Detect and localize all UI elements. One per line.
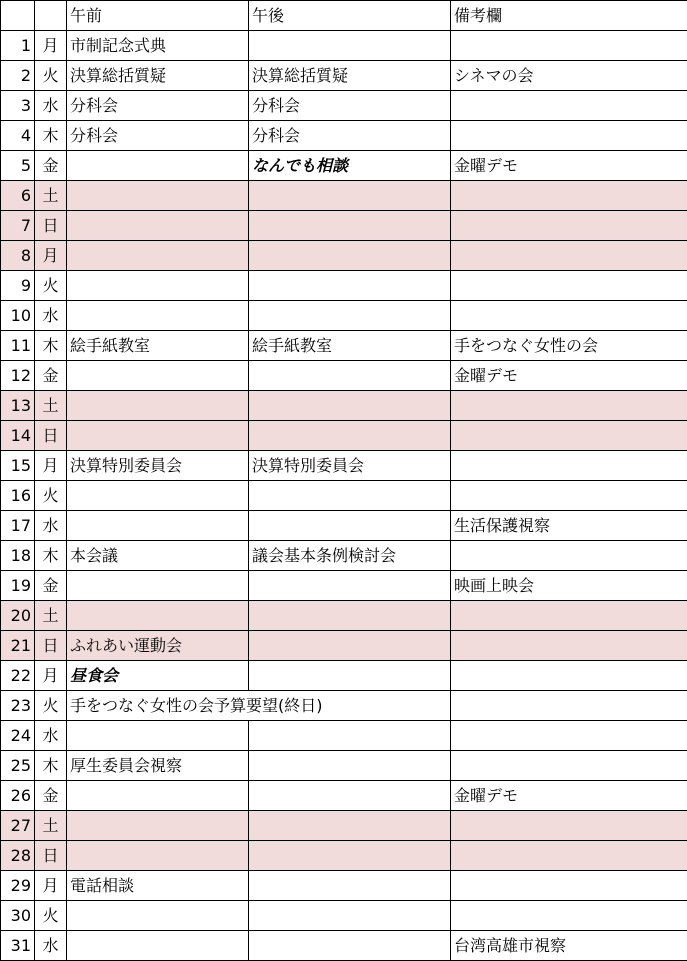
am-cell[interactable] xyxy=(67,481,249,511)
am-cell[interactable] xyxy=(67,571,249,601)
day-cell[interactable]: 6 xyxy=(1,181,35,211)
pm-cell[interactable] xyxy=(249,901,451,931)
table-row xyxy=(1,271,687,301)
am-cell[interactable] xyxy=(67,721,249,751)
am-cell[interactable] xyxy=(67,931,249,961)
am-cell[interactable]: ふれあい運動会 xyxy=(67,631,249,661)
day-cell[interactable]: 25 xyxy=(1,751,35,781)
table-row xyxy=(1,91,687,121)
pm-cell[interactable]: なんでも相談 xyxy=(249,151,451,181)
day-cell[interactable]: 10 xyxy=(1,301,35,331)
notes-cell[interactable] xyxy=(451,811,687,841)
notes-cell[interactable]: 生活保護視察 xyxy=(451,511,687,541)
pm-cell[interactable] xyxy=(249,841,451,871)
table-row xyxy=(1,841,687,871)
am-cell[interactable] xyxy=(67,241,249,271)
table-row xyxy=(1,61,687,91)
table-row xyxy=(1,751,687,781)
table-row xyxy=(1,421,687,451)
am-cell[interactable] xyxy=(67,301,249,331)
weekday-cell[interactable]: 水 xyxy=(35,931,67,961)
weekday-cell[interactable]: 木 xyxy=(35,541,67,571)
am-cell[interactable] xyxy=(67,781,249,811)
am-cell[interactable] xyxy=(67,901,249,931)
notes-cell[interactable] xyxy=(451,751,687,781)
pm-cell[interactable] xyxy=(249,931,451,961)
notes-cell[interactable] xyxy=(451,211,687,241)
day-cell[interactable]: 11 xyxy=(1,331,35,361)
am-cell[interactable]: 昼食会 xyxy=(67,661,249,691)
am-cell[interactable] xyxy=(67,421,249,451)
day-cell[interactable]: 1 xyxy=(1,31,35,61)
day-cell[interactable]: 21 xyxy=(1,631,35,661)
weekday-cell[interactable]: 日 xyxy=(35,841,67,871)
am-cell[interactable] xyxy=(67,601,249,631)
table-row xyxy=(1,361,687,391)
notes-cell[interactable] xyxy=(451,301,687,331)
header-day-cell[interactable] xyxy=(1,1,35,31)
notes-cell[interactable] xyxy=(451,421,687,451)
pm-cell[interactable] xyxy=(249,661,451,691)
pm-cell[interactable] xyxy=(249,721,451,751)
table-row xyxy=(1,781,687,811)
day-cell[interactable]: 30 xyxy=(1,901,35,931)
table-row xyxy=(1,451,687,481)
weekday-cell[interactable]: 火 xyxy=(35,271,67,301)
pm-cell[interactable]: 議会基本条例検討会 xyxy=(249,541,451,571)
day-cell[interactable]: 26 xyxy=(1,781,35,811)
am-cell[interactable] xyxy=(67,841,249,871)
notes-cell[interactable] xyxy=(451,601,687,631)
table-row xyxy=(1,541,687,571)
notes-cell[interactable] xyxy=(451,181,687,211)
notes-cell[interactable] xyxy=(451,541,687,571)
notes-cell[interactable] xyxy=(451,271,687,301)
day-cell[interactable]: 27 xyxy=(1,811,35,841)
weekday-cell[interactable]: 金 xyxy=(35,361,67,391)
am-cell[interactable]: 市制記念式典 xyxy=(67,31,249,61)
pm-cell[interactable] xyxy=(249,211,451,241)
table-row xyxy=(1,301,687,331)
day-cell[interactable]: 5 xyxy=(1,151,35,181)
notes-cell[interactable] xyxy=(451,91,687,121)
pm-cell[interactable] xyxy=(249,751,451,781)
header-am[interactable]: 午前 xyxy=(67,1,249,31)
pm-cell[interactable] xyxy=(249,391,451,421)
notes-cell[interactable] xyxy=(451,841,687,871)
notes-cell[interactable] xyxy=(451,121,687,151)
table-row xyxy=(1,721,687,751)
header-pm[interactable]: 午後 xyxy=(249,1,451,31)
pm-cell[interactable] xyxy=(249,811,451,841)
weekday-cell[interactable]: 月 xyxy=(35,661,67,691)
day-cell[interactable]: 29 xyxy=(1,871,35,901)
pm-cell[interactable] xyxy=(249,241,451,271)
am-cell[interactable]: 決算特別委員会 xyxy=(67,451,249,481)
day-cell[interactable]: 2 xyxy=(1,61,35,91)
pm-cell[interactable] xyxy=(249,781,451,811)
table-row xyxy=(1,601,687,631)
weekday-cell[interactable]: 水 xyxy=(35,721,67,751)
weekday-cell[interactable]: 火 xyxy=(35,901,67,931)
notes-cell[interactable] xyxy=(451,871,687,901)
am-cell[interactable]: 決算総括質疑 xyxy=(67,61,249,91)
table-row xyxy=(1,931,687,961)
pm-cell[interactable] xyxy=(249,571,451,601)
day-cell[interactable]: 22 xyxy=(1,661,35,691)
am-cell[interactable] xyxy=(67,151,249,181)
pm-cell[interactable] xyxy=(249,421,451,451)
notes-cell[interactable]: 手をつなぐ女性の会 xyxy=(451,331,687,361)
am-cell[interactable]: 電話相談 xyxy=(67,871,249,901)
notes-cell[interactable] xyxy=(451,451,687,481)
weekday-cell[interactable]: 月 xyxy=(35,241,67,271)
notes-cell[interactable] xyxy=(451,691,687,721)
table-row xyxy=(1,241,687,271)
am-cell[interactable]: 絵手紙教室 xyxy=(67,331,249,361)
pm-cell[interactable]: 決算総括質疑 xyxy=(249,61,451,91)
table-row xyxy=(1,181,687,211)
am-cell[interactable] xyxy=(67,811,249,841)
header-row xyxy=(1,1,687,31)
weekday-cell[interactable]: 木 xyxy=(35,751,67,781)
day-cell[interactable]: 20 xyxy=(1,601,35,631)
weekday-cell[interactable]: 金 xyxy=(35,571,67,601)
am-cell[interactable] xyxy=(67,511,249,541)
notes-cell[interactable]: 台湾高雄市視察 xyxy=(451,931,687,961)
pm-cell[interactable] xyxy=(249,481,451,511)
notes-cell[interactable] xyxy=(451,631,687,661)
weekday-cell[interactable]: 月 xyxy=(35,871,67,901)
am-cell[interactable]: 分科会 xyxy=(67,91,249,121)
table-row xyxy=(1,631,687,661)
day-cell[interactable]: 15 xyxy=(1,451,35,481)
weekday-cell[interactable]: 土 xyxy=(35,391,67,421)
table-row xyxy=(1,211,687,241)
pm-cell[interactable] xyxy=(249,271,451,301)
table-row xyxy=(1,481,687,511)
table-row xyxy=(1,811,687,841)
day-cell[interactable]: 4 xyxy=(1,121,35,151)
table-row xyxy=(1,901,687,931)
table-row xyxy=(1,661,687,691)
day-cell[interactable]: 9 xyxy=(1,271,35,301)
weekday-cell[interactable]: 月 xyxy=(35,451,67,481)
day-cell[interactable]: 17 xyxy=(1,511,35,541)
header-dow-cell[interactable] xyxy=(35,1,67,31)
am-cell[interactable] xyxy=(67,391,249,421)
notes-cell[interactable]: 金曜デモ xyxy=(451,781,687,811)
day-cell[interactable]: 12 xyxy=(1,361,35,391)
day-cell[interactable]: 23 xyxy=(1,691,35,721)
table-row xyxy=(1,571,687,601)
day-cell[interactable]: 14 xyxy=(1,421,35,451)
notes-cell[interactable] xyxy=(451,391,687,421)
am-cell[interactable] xyxy=(67,691,323,721)
weekday-cell[interactable]: 水 xyxy=(35,511,67,541)
table-row xyxy=(1,871,687,901)
am-cell[interactable] xyxy=(67,271,249,301)
notes-cell[interactable] xyxy=(451,481,687,511)
table-row xyxy=(1,391,687,421)
table-row xyxy=(1,331,687,361)
am-cell[interactable] xyxy=(67,211,249,241)
table-row xyxy=(1,31,687,61)
table-row xyxy=(1,121,687,151)
weekday-cell[interactable]: 金 xyxy=(35,151,67,181)
weekday-cell[interactable]: 水 xyxy=(35,301,67,331)
notes-cell[interactable] xyxy=(451,31,687,61)
pm-cell[interactable]: 決算特別委員会 xyxy=(249,451,451,481)
pm-cell[interactable]: 絵手紙教室 xyxy=(249,331,451,361)
day-cell[interactable]: 31 xyxy=(1,931,35,961)
day-cell[interactable]: 16 xyxy=(1,481,35,511)
pm-cell[interactable] xyxy=(249,511,451,541)
pm-cell[interactable] xyxy=(249,631,451,661)
am-cell[interactable]: 分科会 xyxy=(67,121,249,151)
day-cell[interactable]: 7 xyxy=(1,211,35,241)
notes-cell[interactable]: シネマの会 xyxy=(451,61,687,91)
weekday-cell[interactable]: 土 xyxy=(35,601,67,631)
notes-cell[interactable]: 金曜デモ xyxy=(451,151,687,181)
weekday-cell[interactable]: 金 xyxy=(35,781,67,811)
weekday-cell[interactable]: 月 xyxy=(35,31,67,61)
day-cell[interactable]: 19 xyxy=(1,571,35,601)
pm-cell[interactable] xyxy=(249,601,451,631)
header-notes[interactable]: 備考欄 xyxy=(451,1,687,31)
am-cell[interactable] xyxy=(67,181,249,211)
notes-cell[interactable] xyxy=(451,241,687,271)
weekday-cell[interactable]: 水 xyxy=(35,91,67,121)
notes-cell[interactable]: 金曜デモ xyxy=(451,361,687,391)
weekday-cell[interactable]: 日 xyxy=(35,211,67,241)
day-cell[interactable]: 28 xyxy=(1,841,35,871)
am-cell[interactable]: 本会議 xyxy=(67,541,249,571)
weekday-cell[interactable]: 土 xyxy=(35,811,67,841)
notes-cell[interactable] xyxy=(451,721,687,751)
day-cell[interactable]: 3 xyxy=(1,91,35,121)
weekday-cell[interactable]: 火 xyxy=(35,61,67,91)
pm-cell[interactable] xyxy=(249,871,451,901)
notes-cell[interactable] xyxy=(451,901,687,931)
pm-cell[interactable] xyxy=(249,181,451,211)
table-row xyxy=(1,691,687,721)
pm-cell[interactable]: 分科会 xyxy=(249,121,451,151)
weekday-cell[interactable]: 日 xyxy=(35,631,67,661)
weekday-cell[interactable]: 火 xyxy=(35,481,67,511)
weekday-cell[interactable]: 土 xyxy=(35,181,67,211)
pm-cell[interactable] xyxy=(249,31,451,61)
day-cell[interactable]: 18 xyxy=(1,541,35,571)
day-cell[interactable]: 8 xyxy=(1,241,35,271)
weekday-cell[interactable]: 木 xyxy=(35,331,67,361)
all-day-event-text: 手をつなぐ女性の会予算要望(終日) xyxy=(70,696,323,715)
pm-cell[interactable] xyxy=(249,301,451,331)
day-cell[interactable]: 13 xyxy=(1,391,35,421)
day-cell[interactable]: 24 xyxy=(1,721,35,751)
notes-cell[interactable] xyxy=(451,661,687,691)
weekday-cell[interactable]: 日 xyxy=(35,421,67,451)
table-row xyxy=(1,511,687,541)
weekday-cell[interactable]: 木 xyxy=(35,121,67,151)
pm-cell[interactable] xyxy=(249,361,451,391)
pm-cell[interactable]: 分科会 xyxy=(249,91,451,121)
weekday-cell[interactable]: 火 xyxy=(35,691,67,721)
am-cell[interactable] xyxy=(67,361,249,391)
table-row xyxy=(1,151,687,181)
am-cell[interactable]: 厚生委員会視察 xyxy=(67,751,249,781)
notes-cell[interactable]: 映画上映会 xyxy=(451,571,687,601)
